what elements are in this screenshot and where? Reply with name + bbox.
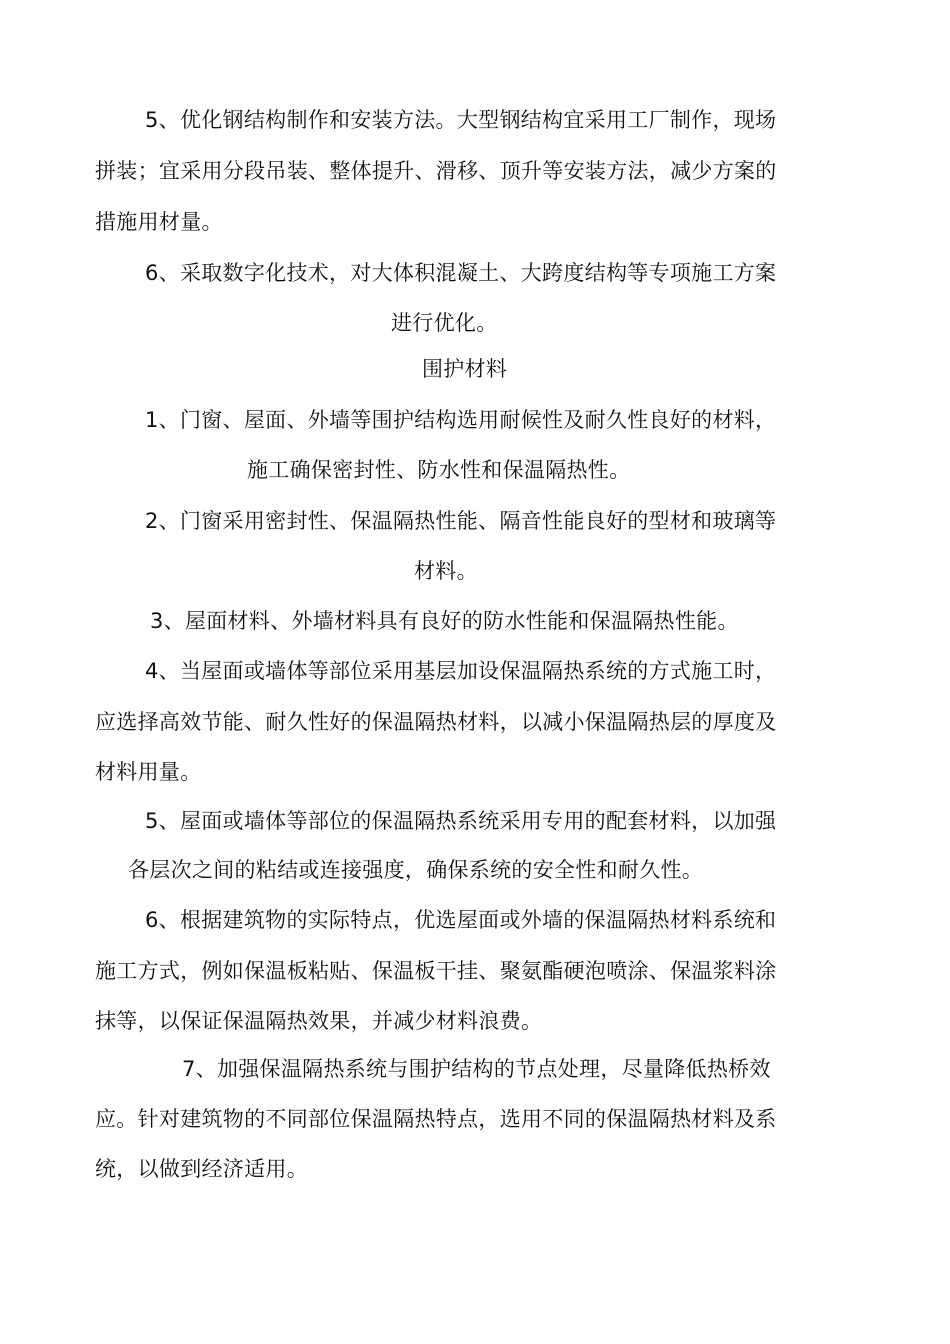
enclosure-item7-line1: 7、加强保温隔热系统与围护结构的节点处理，尽量降低热桥效: [182, 1057, 771, 1081]
enclosure-item1-line1: 1、门窗、屋面、外墙等围护结构选用耐候性及耐久性良好的材料，: [145, 408, 777, 432]
enclosure-item2-line1: 2、门窗采用密封性、保温隔热性能、隔音性能良好的型材和玻璃等: [145, 509, 777, 533]
item6-line1: 6、采取数字化技术，对大体积混凝土、大跨度结构等专项施工方案: [145, 261, 777, 285]
enclosure-item4-line2: 应选择高效节能、耐久性好的保温隔热材料，以减小保温隔热层的厚度及: [95, 710, 777, 734]
enclosure-item7-line3: 统，以做到经济适用。: [95, 1157, 308, 1181]
enclosure-item4-line1: 4、当屋面或墙体等部位采用基层加设保温隔热系统的方式施工时，: [145, 659, 777, 683]
enclosure-item6-line2: 施工方式，例如保温板粘贴、保温板干挂、聚氨酯硬泡喷涂、保温浆料涂: [95, 959, 777, 983]
enclosure-item1-line2: 施工确保密封性、防水性和保温隔热性。: [247, 458, 631, 482]
enclosure-item7-line2: 应。针对建筑物的不同部位保温隔热特点，选用不同的保温隔热材料及系: [95, 1107, 777, 1131]
enclosure-item6-line3: 抹等，以保证保温隔热效果，并减少材料浪费。: [95, 1009, 543, 1033]
item5-line2: 拼装；宜采用分段吊装、整体提升、滑移、顶升等安装方法，减少方案的: [95, 159, 777, 183]
enclosure-item5-line2: 各层次之间的粘结或连接强度，确保系统的安全性和耐久性。: [128, 858, 704, 882]
enclosure-item5-line1: 5、屋面或墙体等部位的保温隔热系统采用专用的配套材料，以加强: [145, 809, 777, 833]
item5-line1: 5、优化钢结构制作和安装方法。大型钢结构宜采用工厂制作，现场: [145, 108, 777, 132]
enclosure-item2-line2: 材料。: [414, 559, 478, 583]
item5-line3: 措施用材量。: [95, 210, 223, 234]
enclosure-item3-line1: 3、屋面材料、外墙材料具有良好的防水性能和保温隔热性能。: [150, 609, 739, 633]
section-heading: 围护材料: [422, 357, 508, 381]
item6-line2: 进行优化。: [391, 311, 498, 335]
enclosure-item4-line3: 材料用量。: [95, 760, 202, 784]
enclosure-item6-line1: 6、根据建筑物的实际特点，优选屋面或外墙的保温隔热材料系统和: [145, 908, 777, 932]
